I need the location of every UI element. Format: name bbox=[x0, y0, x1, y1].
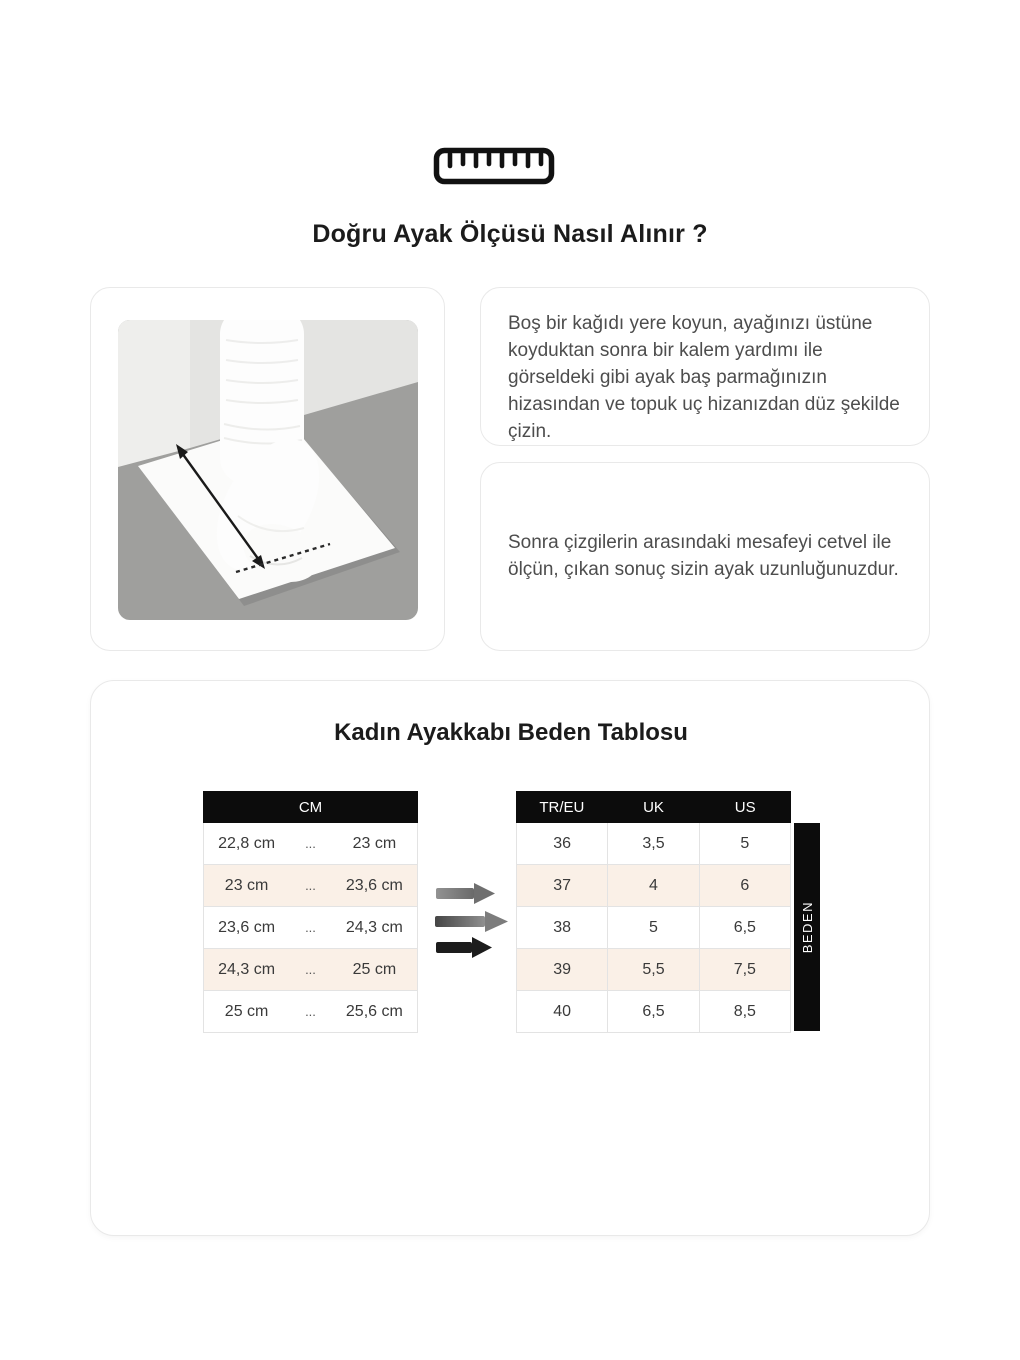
instruction-step1-text: Boş bir kağıdı yere koyun, ayağınızı üstüne koyduktan sonra bir kalem yardımı ile görseldeki gibi ayak baş parmağınızın hizasından ve topuk uç hizanızdan düz şekilde çizin. bbox=[508, 313, 900, 442]
col-uk: UK bbox=[643, 798, 664, 816]
size-row bbox=[516, 865, 791, 907]
uk-value: 3,5 bbox=[608, 823, 699, 864]
instruction-step2-card bbox=[480, 462, 930, 651]
tr-eu-value: 36 bbox=[517, 823, 608, 864]
cm-to: 23,6 cm bbox=[345, 876, 403, 894]
uk-value: 5,5 bbox=[608, 949, 699, 990]
cm-from: 22,8 cm bbox=[218, 834, 276, 852]
col-tr-eu: TR/EU bbox=[539, 798, 585, 816]
cm-to: 25,6 cm bbox=[345, 1002, 403, 1020]
page-title: Doğru Ayak Ölçüsü Nasıl Alınır ? bbox=[312, 220, 708, 248]
size-row bbox=[516, 907, 791, 949]
uk-value: 5 bbox=[608, 907, 699, 948]
us-value: 7,5 bbox=[733, 960, 756, 978]
us-value: 6,5 bbox=[733, 918, 756, 936]
cm-from: 23 cm bbox=[224, 876, 269, 894]
range-dots: ... bbox=[305, 1004, 316, 1019]
measurement-photo-card bbox=[90, 287, 445, 651]
tr-eu-value: 40 bbox=[517, 991, 608, 1032]
instruction-step2-text: Sonra çizgilerin arasındaki mesafeyi cetvel ile ölçün, çıkan sonuç sizin ayak uzunluğunuzdur. bbox=[508, 531, 899, 580]
cm-row bbox=[203, 991, 418, 1033]
tr-eu-value: 39 bbox=[517, 949, 608, 990]
instruction-step1-card bbox=[480, 287, 930, 446]
size-row bbox=[516, 991, 791, 1033]
col-us: US bbox=[734, 798, 756, 816]
cm-to: 24,3 cm bbox=[345, 918, 403, 936]
conversion-arrows-icon bbox=[431, 875, 516, 960]
tr-eu-value: 37 bbox=[517, 865, 608, 906]
size-table-header bbox=[516, 791, 791, 823]
beden-side-label bbox=[794, 823, 820, 1031]
cm-table-header: CM bbox=[203, 791, 418, 823]
cm-to: 25 cm bbox=[352, 960, 397, 978]
cm-row bbox=[203, 907, 418, 949]
us-value: 6 bbox=[740, 876, 750, 894]
range-dots: ... bbox=[305, 878, 316, 893]
cm-to: 23 cm bbox=[352, 834, 397, 852]
foot-measurement-photo bbox=[118, 320, 418, 620]
size-chart-title: Kadın Ayakkabı Beden Tablosu bbox=[334, 719, 688, 746]
cm-from: 25 cm bbox=[224, 1002, 269, 1020]
cm-row bbox=[203, 865, 418, 907]
size-row bbox=[516, 823, 791, 865]
range-dots: ... bbox=[305, 920, 316, 935]
size-conversion-table bbox=[516, 791, 791, 1033]
uk-value: 6,5 bbox=[608, 991, 699, 1032]
tr-eu-value: 38 bbox=[517, 907, 608, 948]
size-chart-card bbox=[90, 680, 930, 1236]
cm-from: 23,6 cm bbox=[218, 918, 276, 936]
range-dots: ... bbox=[305, 836, 316, 851]
foot-on-paper-illustration bbox=[118, 320, 418, 620]
cm-row bbox=[203, 949, 418, 991]
cm-row bbox=[203, 823, 418, 865]
range-dots: ... bbox=[305, 962, 316, 977]
us-value: 5 bbox=[740, 834, 750, 852]
size-row bbox=[516, 949, 791, 991]
uk-value: 4 bbox=[608, 865, 699, 906]
ruler-icon bbox=[433, 147, 555, 185]
cm-range-table bbox=[203, 791, 418, 1033]
us-value: 8,5 bbox=[733, 1002, 756, 1020]
beden-label-text: BEDEN bbox=[799, 900, 815, 954]
cm-from: 24,3 cm bbox=[218, 960, 276, 978]
